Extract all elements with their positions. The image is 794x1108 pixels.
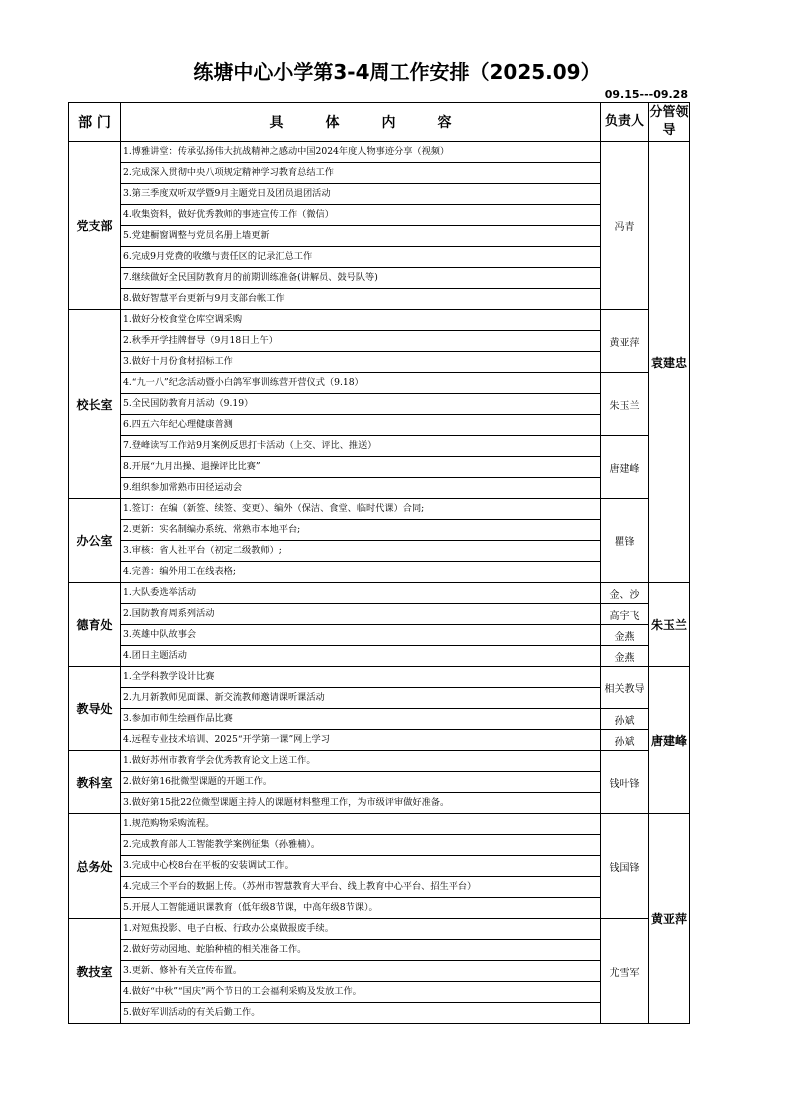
task-item: 1.做好分校食堂仓库空调采购	[121, 310, 601, 331]
task-item: 6.四五六年纪心理健康普测	[121, 415, 601, 436]
task-item: 3.第三季度双听双学暨9月主题党日及团员退团活动	[121, 184, 601, 205]
table-row	[69, 1003, 690, 1024]
task-item: 2.完成深入贯彻中央八项规定精神学习教育总结工作	[121, 163, 601, 184]
task-item: 3.审核：省人社平台（初定二级教师）;	[121, 541, 601, 562]
table-row	[69, 814, 690, 835]
task-item: 3.完成中心校8台在平板的安装调试工作。	[121, 856, 601, 877]
task-item: 1.做好苏州市教育学会优秀教育论文上送工作。	[121, 751, 601, 772]
leader-cell: 黄亚萍	[649, 814, 690, 1024]
task-item: 1.对短焦投影、电子白板、行政办公桌做报废手续。	[121, 919, 601, 940]
owner-cell: 高宇飞	[601, 604, 649, 625]
header-leader: 分管领导	[649, 103, 690, 142]
leader-cell: 袁建忠	[649, 142, 690, 583]
owner-cell: 冯青	[601, 142, 649, 310]
table-row	[69, 352, 690, 373]
table-row	[69, 226, 690, 247]
table-row	[69, 919, 690, 940]
owner-cell: 唐建峰	[601, 436, 649, 499]
table-row	[69, 898, 690, 919]
table-row	[69, 772, 690, 793]
owner-cell: 孙斌	[601, 709, 649, 730]
table-row	[69, 394, 690, 415]
table-row	[69, 415, 690, 436]
table-row	[69, 730, 690, 751]
table-row	[69, 142, 690, 163]
task-item: 2.九月新教师见面课、新交流教师邀请课听课活动	[121, 688, 601, 709]
work-schedule-table	[68, 102, 690, 1024]
task-item: 4.做好“中秋”“国庆”两个节日的工会福利采购及发放工作。	[121, 982, 601, 1003]
task-item: 8.开展“九月出操、退操评比比赛”	[121, 457, 601, 478]
task-item: 7.继续做好全民国防教育月的前期训练准备(讲解员、鼓号队等)	[121, 268, 601, 289]
task-item: 5.做好军训活动的有关后勤工作。	[121, 1003, 601, 1024]
table-row	[69, 793, 690, 814]
header-dept: 部 门	[69, 103, 121, 142]
task-item: 5.开展人工智能通识课教育（低年级8节课，中高年级8节课）。	[121, 898, 601, 919]
table-row	[69, 604, 690, 625]
header-row	[69, 103, 690, 142]
task-item: 3.做好第15批22位微型课题主持人的课题材料整理工作，为市级评审做好准备。	[121, 793, 601, 814]
dept-cell: 教导处	[69, 667, 121, 751]
table-row	[69, 331, 690, 352]
dept-cell: 教科室	[69, 751, 121, 814]
header-content-char: 具	[269, 115, 284, 131]
table-row	[69, 583, 690, 604]
table-row	[69, 625, 690, 646]
owner-cell: 钱叶锋	[601, 751, 649, 814]
table-row	[69, 436, 690, 457]
table-row	[69, 247, 690, 268]
header-content	[121, 103, 601, 142]
table-row	[69, 163, 690, 184]
table-row	[69, 499, 690, 520]
task-item: 2.国防教育周系列活动	[121, 604, 601, 625]
task-item: 5.全民国防教育月活动（9.19）	[121, 394, 601, 415]
owner-cell: 相关教导	[601, 667, 649, 709]
task-item: 7.登峰读写工作站9月案例反思打卡活动（上交、评比、推送）	[121, 436, 601, 457]
owner-cell: 朱玉兰	[601, 373, 649, 436]
page-title: 练塘中心小学第3-4周工作安排（2025.09）	[193, 60, 601, 84]
table-row	[69, 961, 690, 982]
table-row	[69, 709, 690, 730]
table-row	[69, 373, 690, 394]
dept-cell: 德育处	[69, 583, 121, 667]
task-item: 4.完善：编外用工在线表格;	[121, 562, 601, 583]
task-item: 3.参加市师生绘画作品比赛	[121, 709, 601, 730]
owner-cell: 钱国锋	[601, 814, 649, 919]
owner-cell: 黄亚萍	[601, 310, 649, 373]
task-item: 1.签订：在编（新签、续签、变更）、编外（保洁、食堂、临时代课）合同;	[121, 499, 601, 520]
task-item: 2.做好劳动园地、蛇胎种植的相关准备工作。	[121, 940, 601, 961]
table-row	[69, 835, 690, 856]
table-row	[69, 646, 690, 667]
table-row	[69, 667, 690, 688]
task-item: 3.更新、修补有关宣传布置。	[121, 961, 601, 982]
task-item: 6.完成9月党费的收缴与责任区的记录汇总工作	[121, 247, 601, 268]
owner-cell: 金燕	[601, 646, 649, 667]
task-item: 9.组织参加常熟市田径运动会	[121, 478, 601, 499]
owner-cell: 瞿锋	[601, 499, 649, 583]
header-content-char: 容	[437, 115, 452, 131]
table-row	[69, 457, 690, 478]
task-item: 2.做好第16批微型课题的开题工作。	[121, 772, 601, 793]
header-content-char: 内	[381, 115, 396, 131]
owner-cell: 金燕	[601, 625, 649, 646]
task-item: 2.完成教育部人工智能教学案例征集（孙雅楠）。	[121, 835, 601, 856]
task-item: 8.做好智慧平台更新与9月支部台帐工作	[121, 289, 601, 310]
task-item: 2.秋季开学挂牌督导（9月18日上午）	[121, 331, 601, 352]
task-item: 1.规范购物采购流程。	[121, 814, 601, 835]
task-item: 4.收集资料，做好优秀教师的事迹宣传工作（微信）	[121, 205, 601, 226]
task-item: 3.做好十月份食材招标工作	[121, 352, 601, 373]
table-row	[69, 520, 690, 541]
table-row	[69, 205, 690, 226]
table-row	[69, 289, 690, 310]
dept-cell: 校长室	[69, 310, 121, 499]
leader-cell: 唐建峰	[649, 667, 690, 814]
dept-cell: 总务处	[69, 814, 121, 919]
header-owner: 负责人	[601, 103, 649, 142]
table-row	[69, 562, 690, 583]
task-item: 1.全学科教学设计比赛	[121, 667, 601, 688]
table-row	[69, 268, 690, 289]
dept-cell: 办公室	[69, 499, 121, 583]
table-row	[69, 856, 690, 877]
owner-cell: 金、沙	[601, 583, 649, 604]
table-row	[69, 310, 690, 331]
dept-cell: 教技室	[69, 919, 121, 1024]
task-item: 4.远程专业技术培训、2025“开学第一课”网上学习	[121, 730, 601, 751]
table-row	[69, 751, 690, 772]
date-range: 09.15---09.28	[604, 88, 688, 101]
table-row	[69, 541, 690, 562]
task-item: 1.大队委选举活动	[121, 583, 601, 604]
task-item: 1.博雅讲堂：传承弘扬伟大抗战精神之感动中国2024年度人物事迹分享（视频）	[121, 142, 601, 163]
leader-cell: 朱玉兰	[649, 583, 690, 667]
task-item: 3.英雄中队故事会	[121, 625, 601, 646]
table-row	[69, 877, 690, 898]
task-item: 4.完成三个平台的数据上传。（苏州市智慧教育大平台、线上教育中心平台、招生平台）	[121, 877, 601, 898]
table-row	[69, 478, 690, 499]
owner-cell: 尤雪军	[601, 919, 649, 1024]
owner-cell: 孙斌	[601, 730, 649, 751]
table-row	[69, 184, 690, 205]
header-content-char: 体	[325, 115, 340, 131]
task-item: 4.团日主题活动	[121, 646, 601, 667]
table-row	[69, 982, 690, 1003]
dept-cell: 党支部	[69, 142, 121, 310]
task-item: 4.“九一八”纪念活动暨小白鸽军事训练营开营仪式（9.18）	[121, 373, 601, 394]
task-item: 2.更新：实名制编办系统、常熟市本地平台;	[121, 520, 601, 541]
table-row	[69, 940, 690, 961]
task-item: 5.党建橱窗调整与党员名册上墙更新	[121, 226, 601, 247]
table-row	[69, 688, 690, 709]
